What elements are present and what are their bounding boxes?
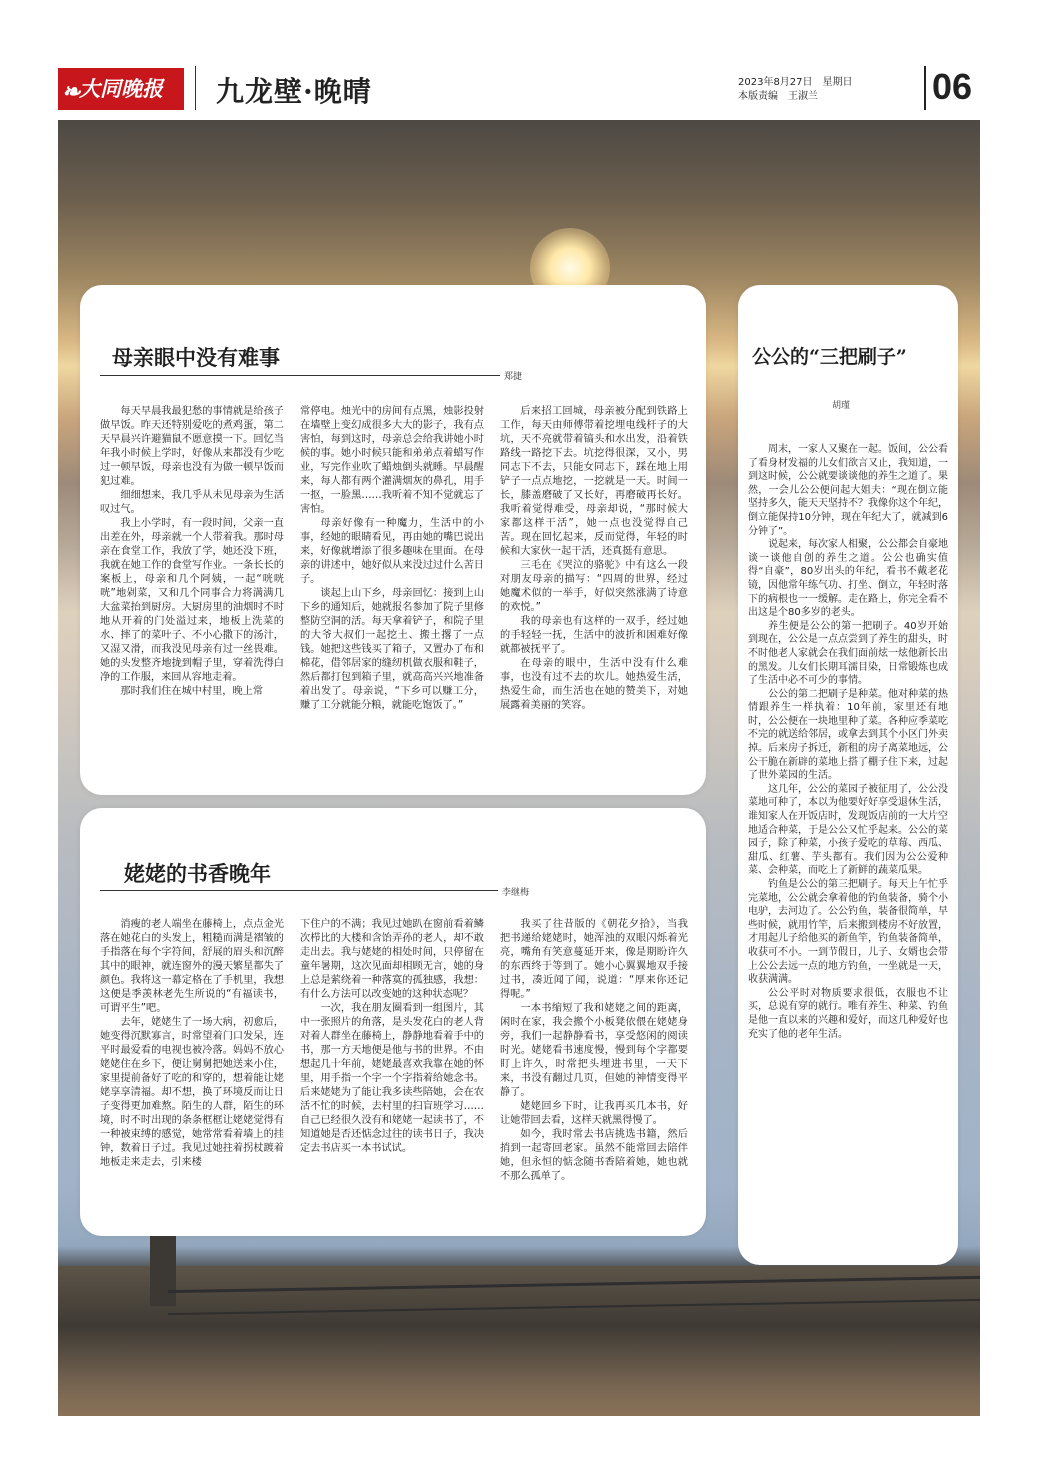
paragraph: 谈起上山下乡，母亲回忆：接到上山下乡的通知后，她就报名参加了院子里修整防空洞的活。每天拿着铲子，和院子里的大爷大叔们一起挖土、搬土撂了一点钱。她把这些钱买了箱子，又置办了布和棉花，借邻居家的缝纫机做衣服和鞋子，然后都打包到箱子里，就高高兴兴地准备着出发了。母亲说，“下乡可以赚工分，赚了工分就能分粮，就能吃饱饭了。” [300, 588, 484, 711]
paragraph: 去年，姥姥生了一场大病，初愈后，她变得沉默寡言，时常望着门口发呆，连平时最爱看的电视也被冷落。妈妈不放心姥姥住在乡下，便让舅舅把她送来小住，家里提前备好了吃的和穿的，想着能让姥姥享享清福。却不想，换了环境反而让日子变得更加难熬。陌生的人群，陌生的环境，时不时出现的条条框框让姥姥觉得有一种被束缚的感觉，她常常看着墙上的挂钟，数着日子过。我见过她拄着拐杖踱着地板走来走去，引来楼 [100, 1017, 284, 1168]
article-column-2 [300, 918, 484, 1226]
paragraph: 我买了往昔版的《朝花夕拾》，当我把书递给姥姥时，她浑浊的双眼闪烁着光亮，嘴角有笑意蔓延开来，像是期盼许久的东西终于等到了。她小心翼翼地双手接过书，凑近闻了闻，说道：“厚来你还记得呢。” [500, 919, 688, 1000]
paragraph: 母亲好像有一种魔力，生活中的小事，经她的眼睛看见，再由她的嘴巴说出来，好像就增添了很多趣味在里面。在母亲的讲述中，她好似从来没过过什么苦日子。 [300, 518, 484, 585]
article-author: 胡瑾 [832, 401, 851, 411]
paragraph: 公公的第二把刷子是种菜。他对种菜的热情跟养生一样执着：10年前，家里还有地时，公公便在一块地里种了菜。各种应季菜吃不完的就送给邻居，或拿去到其个小区门外卖掉。后来房子拆迁，新租的房子离菜地远，公公干脆在新辟的菜地上搭了棚子住下来，过起了世外菜园的生活。 [748, 688, 948, 782]
paragraph: 周末，一家人又聚在一起。饭间，公公看了看身材发福的儿女们欲言又止，我知道，一到这时候，公公就要谈谈他的养生之道了。果然，一会儿公公便问起大姐夫：“现在倒立能坚持多久，能天天坚持不？我像你这个年纪，倒立能保持10分钟，现在年纪大了，就减到6分钟了”。 [748, 444, 948, 537]
masthead [58, 62, 980, 114]
title-rule [100, 890, 498, 891]
article-column-1 [100, 405, 284, 785]
article-column [748, 443, 948, 1253]
paragraph: 下住户的不满；我见过她趴在窗前看着鳞次栉比的大楼和含饴弄孙的老人，却不敢走出去。我与姥姥的相处时间，只停留在童年暑期，这次见面却相顾无言，她的身上总是萦绕着一种落寞的孤独感，我想：有什么方法可以改变她的这种状态呢？ [300, 919, 484, 1000]
paragraph: 在母亲的眼中，生活中没有什么难事，也没有过不去的坎儿。她热爱生活，热爱生命，而生活也在她的赞美下，对她展露着美丽的笑容。 [500, 658, 688, 711]
paragraph: 钓鱼是公公的第三把刷子。每天上午忙乎完菜地，公公就会拿着他的钓鱼装备，骑个小电驴，去河边了。公公钓鱼，装备很简单，早些时候，就用竹竿，后来搬到楼房不好放置，才用起儿子给他买的新鱼竿，钓鱼装备简单，收获可不小。一到节假日，儿子、女婿也会带上公公去远一点的地方钓鱼，一坐就是一天，收获满满。 [748, 879, 948, 986]
article-title: 姥姥的书香晚年 [124, 861, 271, 886]
article-column-1 [100, 918, 284, 1226]
paragraph: 常停电。烛光中的房间有点黑，烛影投射在墙壁上变幻成很多大大的影子，我有点害怕，每到这时，母亲总会给我讲她小时候的事。她小时候只能和弟弟点着蜡写作业，写完作业吹了蜡烛倒头就睡。早晨醒来，每人都有两个灌满烟灰的鼻孔，用手一抠，一脸黑……我听着不知不觉就忘了害怕。 [300, 406, 484, 515]
paragraph: 后来招工回城，母亲被分配到铁路上工作，每天由师傅带着挖埋电线杆子的大坑，天不亮就带着镐头和水出发，沿着铁路线一路挖下去。坑挖得很深，又小，男同志下不去，只能女同志下，踩在地上用铲子一点点地挖，一挖就是一天。时间一长，膝盖磨破了又长好，再磨破再长好。我听着觉得难受，母亲却说，“那时候大家都这样干活”，她一点也没觉得自己苦。现在回忆起来，反而觉得，年轻的时候和大家伙一起干活，还真挺有意思。 [500, 406, 688, 557]
article-author: 李继梅 [502, 888, 530, 898]
issue-date: 2023年8月27日 星期日 [738, 77, 853, 88]
logo-text: 大同晚报 [79, 76, 163, 101]
article-author: 郑捷 [504, 372, 523, 382]
dateline [738, 76, 853, 104]
paragraph: 姥姥回乡下时，让我再买几本书，好让她带回去看，这样天就黑得慢了。 [500, 1101, 688, 1126]
title-rule [100, 375, 500, 376]
page-editor: 本版责编 王淑兰 [738, 91, 818, 102]
paragraph: 养生便是公公的第一把刷子。40岁开始到现在，公公是一点点尝到了养生的甜头，时不时他老人家就会在我们面前炫一炫他新长出的黑发。儿女们长期耳濡目染，日常锻炼也成了生活中必不可少的事情。 [748, 620, 948, 687]
paragraph: 细细想来，我几乎从未见母亲为生活叹过气。 [100, 490, 284, 515]
paragraph: 公公平时对物质要求很低，衣服也不让买，总说有穿的就行。唯有养生、种菜、钓鱼是他一直以来的兴趣和爱好，而这几种爱好也充实了他的老年生活。 [748, 987, 948, 1040]
logo-swirl-icon: ❧ [62, 79, 81, 105]
paragraph: 说起来，每次家人相聚，公公都会自豪地谈一谈他自创的养生之道。公公也确实值得“自豪”，80岁出头的年纪，看书不戴老花镜，因他常年练气功、打坐、倒立，年轻时落下的病根也一一缓解。走在路上，你完全看不出这是个80多岁的老头。 [748, 539, 948, 619]
article-column-3 [500, 918, 688, 1226]
newspaper-logo [58, 68, 184, 110]
paragraph: 这几年，公公的菜园子被征用了，公公没菜地可种了，本以为他要好好享受退休生活，谁知家人在开饭店时，发现饭店前的一大片空地适合种菜，于是公公又忙乎起来。公公的菜园子，除了种菜，小孩子爱吃的草莓、西瓜、甜瓜、红薯、芋头都有。我们因为公公爱种菜、会种菜，而吃上了新鲜的蔬菜瓜果。 [748, 783, 948, 877]
article-title: 母亲眼中没有难事 [112, 345, 280, 370]
paragraph: 我的母亲也有这样的一双手，经过她的手轻轻一抚，生活中的波折和困难好像就都被抚平了。 [500, 616, 688, 655]
article-card-grandma [80, 808, 706, 1236]
paragraph: 如今，我时常去书店挑选书籍，然后捎到一起寄回老家。虽然不能常回去陪伴她，但永恒的惦念随书香陪着她，她也就不那么孤单了。 [500, 1129, 688, 1182]
article-card-mother [80, 285, 706, 795]
paragraph: 我上小学时，有一段时间，父亲一直出差在外，母亲就一个人带着我。那时母亲在食堂工作，我放了学，她还没下班，我就在她工作的食堂写作业。一条长长的案板上，母亲和几个阿姨，一起“咣咣咣”地剁菜，又和几个同事合力将满满几大盆菜抬到厨房。大厨房里的油烟时不时地从开着的门处溢过来，地板上洗菜的水、摔了的菜叶子、不小心撒下的汤汁，又湿又滑，而我没见母亲有过一丝畏难。她的头发整齐地拢到帽子里，穿着洗得白净的工作服，来回从容地走着。 [100, 518, 284, 683]
article-column-2 [300, 405, 484, 785]
paragraph: 每天早晨我最犯愁的事情就是给孩子做早饭。昨天还特别爱吃的煮鸡蛋，第二天早晨兴许避猫鼠不愿意摸一下。回忆当年我小时候上学时，好像从来都没有少吃过一顿早饭，母亲也没有为做一顿早饭而犯过难。 [100, 406, 284, 487]
paragraph: 一本书缩短了我和姥姥之间的距离，闲时在家，我会搬个小板凳依偎在姥姥身旁，我们一起静静看书，享受悠闲的阅读时光。姥姥看书速度慢，慢到每个字都要盯上许久，时常把头埋进书里，一天下来，书没有翻过几页，但她的神情变得平静了。 [500, 1003, 688, 1098]
article-title: 公公的“三把刷子” [752, 346, 907, 368]
page-number: 06 [932, 66, 973, 107]
paragraph: 那时我们住在城中村里，晚上常 [120, 686, 264, 697]
paragraph: 一次，我在朋友圈看到一组图片，其中一张照片的角落，是头发花白的老人背对着人群坐在藤椅上，静静地看着手中的书，那一方天地便是他与书的世界。不由想起几十年前，姥姥最喜欢我靠在她的怀里，用手指一个字一个字指着给她念书。后来姥姥为了能让我多读些陪她，会在农活不忙的时候，去村里的扫盲班学习……自己已经很久没有和姥姥一起读书了，不知道她是否还惦念过往的读书日子，我决定去书店买一本书试试。 [300, 1003, 484, 1154]
paragraph: 消瘦的老人端坐在藤椅上，点点金光落在她花白的头发上，粗糙而满是褶皱的手指落在每个字符间，舒展的眉头和沉醉其中的眼神，就连窗外的漫天繁星都失了颜色。我将这一幕定格在了手机里，我想这便是季羡林老先生所说的“有福读书，可谓平生”吧。 [100, 919, 284, 1014]
section-title: 九龙壁·晚晴 [216, 75, 372, 108]
paragraph: 三毛在《哭泣的骆驼》中有这么一段对朋友母亲的描写：“四周的世界，经过她魔术似的一举手，好似突然涨满了诗意的欢悦。” [500, 560, 688, 613]
page-number-divider [924, 66, 926, 110]
masthead-divider [195, 66, 196, 110]
article-column-3 [500, 405, 688, 785]
article-card-father-in-law [738, 285, 958, 1265]
